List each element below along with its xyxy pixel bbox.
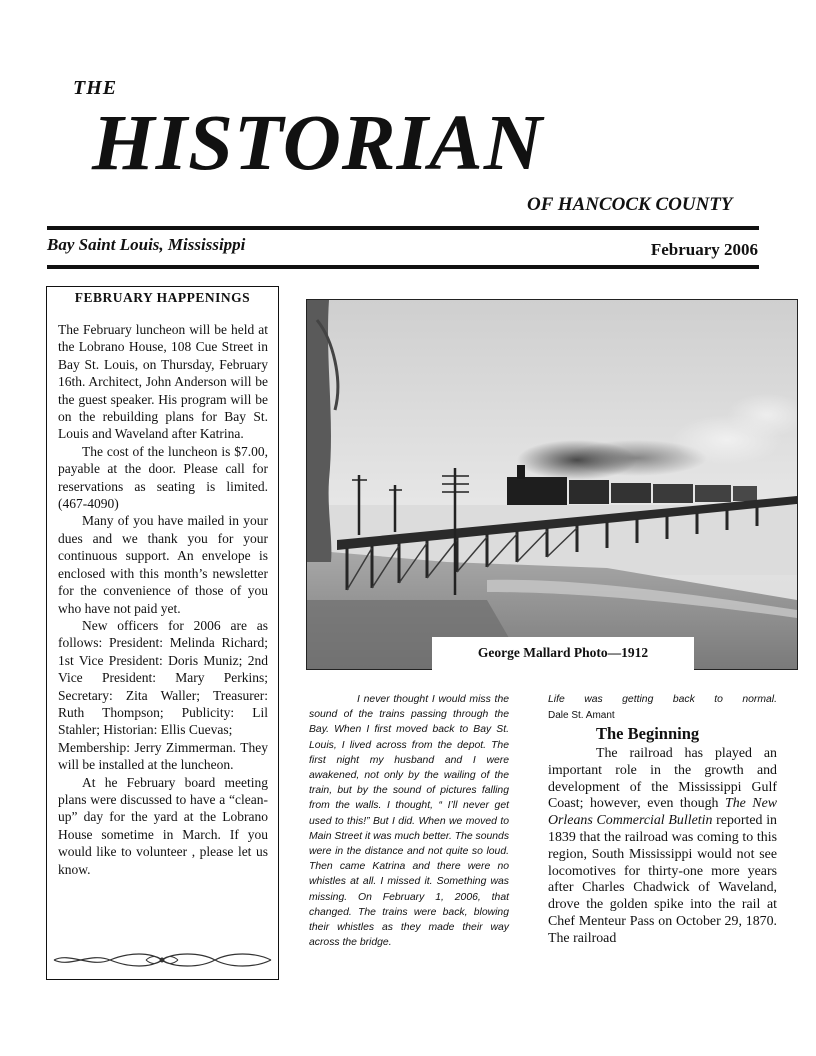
- happenings-body: [58, 321, 268, 878]
- photo-caption: George Mallard Photo—1912: [477, 645, 649, 660]
- issue-date: February 2006: [650, 240, 758, 259]
- masthead-title: HISTORIAN: [92, 100, 544, 187]
- happenings-paragraph: Many of you have mailed in your dues and we thank you for your continuous support. An envelope is enclosed with this month’s newsletter for the convenience of those of you who have not paid yet.: [58, 513, 268, 616]
- flourish-ornament-icon: [50, 950, 275, 970]
- train-bridge-photo-image: [307, 300, 797, 669]
- masthead-rule-bottom: [47, 265, 759, 269]
- happenings-paragraph: The February luncheon will be held at the Lobrano House, 108 Cue Street in Bay St. Louis, on Thursday, February 16th. Architect, John Anderson will be the guest speaker. His program will be on the rebuilding plans for Bay St. Louis and Waveland after Katrina.: [58, 322, 268, 442]
- happenings-paragraph: At he February board meeting plans were discussed to have a “clean-up” day for the yard at the Lobrano House sometime in March. If you would like to volunteer , please let us know.: [58, 774, 268, 877]
- happenings-paragraph: Membership: Jerry Zimmerman. They will be installed at the luncheon.: [58, 739, 268, 773]
- masthead-place: Bay Saint Louis, Mississippi: [47, 235, 246, 254]
- article-text-b: reported in 1839 that the railroad was coming to this region, South Mississippi would not see locomotives for thirty-one more years after Charles Chadwick of Waveland, drove the golden spike into the rail at Chef Menteur Pass on October 29, 1870. The railroad: [548, 813, 777, 946]
- article-text-a: The railroad has played an important role in the growth and development of the Mississippi Gulf Coast; however, even though: [548, 746, 777, 812]
- masthead-rule-top: [47, 226, 759, 230]
- happenings-paragraph: The cost of the luncheon is $7.00, payable at the door. Please call for reservations as seating is limited. (467-4090): [58, 443, 268, 512]
- memoir-column: [309, 692, 509, 950]
- article-publication: The New Orleans Commercial Bulletin: [548, 796, 777, 829]
- memoir-text: I never thought I would miss the sound of the trains passing through the Bay. When I first moved back to Bay St. Louis, I lived across from the depot. The first night my husband and I were awakened, not only by the wailing of the train, but by the sound of pictures falling from the walls. I thought, “ I’ll never get used to this!” But I did. When we moved to Main Street it was much better. The sounds were in the distance and not quite so loud. Then came Katrina and there were no whistles at all. I missed it. Something was missing. On February 1, 2006, that changed. The trains were back, blowing their whistles as they made their way across the bridge.: [309, 694, 510, 949]
- article-body: [548, 746, 777, 948]
- happenings-box: [46, 286, 279, 980]
- photo-caption-box: [432, 637, 694, 670]
- memoir-continuation: Life was getting back to normal.: [548, 694, 777, 705]
- memoir-signature: Dale St. Amant: [548, 710, 615, 721]
- masthead-the: THE: [73, 77, 118, 99]
- masthead-subtitle: OF HANCOCK COUNTY: [527, 194, 733, 215]
- article-heading: The Beginning: [596, 724, 700, 743]
- happenings-paragraph: New officers for 2006 are as follows: President: Melinda Richard; 1st Vice President: Doris Muniz; 2nd Vice President: Mary Perkins; Secretary: Zita Waller; Treasurer: Ruth Thompson; Publicity: Lil Stahler; Historian: Ellis Cuevas;: [58, 617, 268, 738]
- happenings-title: FEBRUARY HAPPENINGS: [74, 290, 251, 305]
- train-photo: [306, 299, 798, 670]
